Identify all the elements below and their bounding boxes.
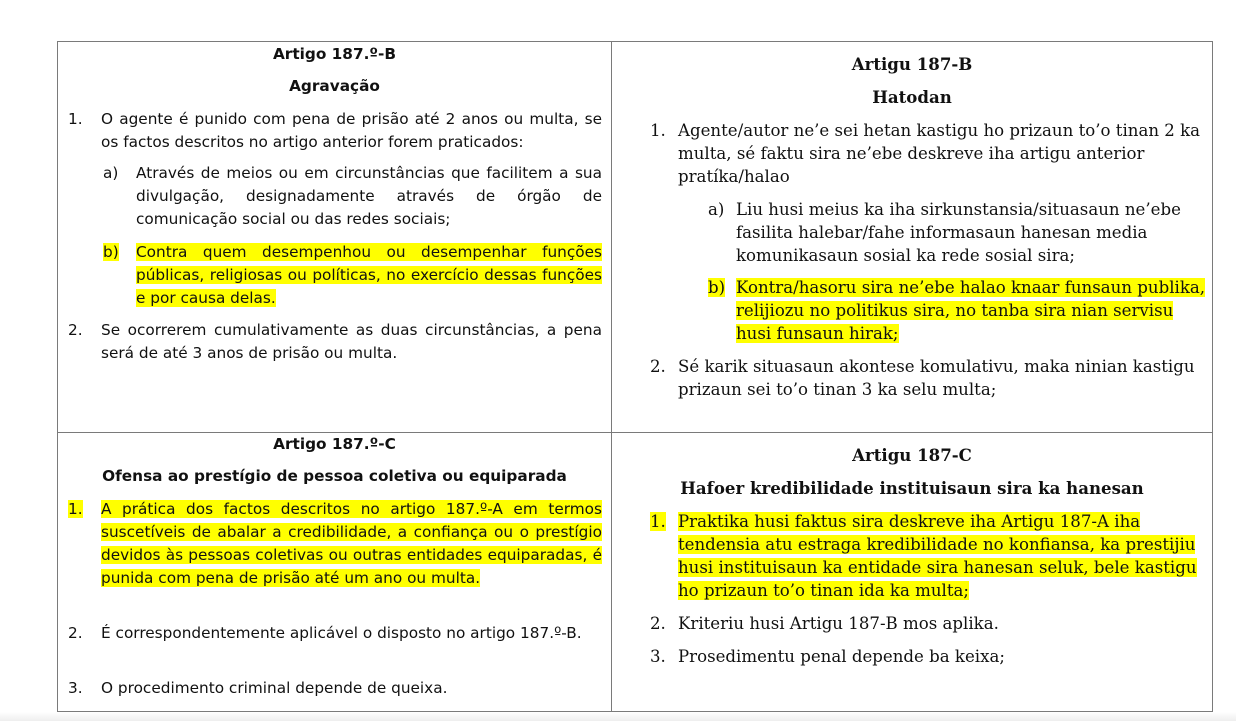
sub-item-a — [103, 162, 602, 231]
item-number: 3. — [68, 679, 83, 697]
cell-pt-187b — [57, 41, 612, 433]
sub-item-label: a) — [103, 164, 119, 182]
list-item — [68, 319, 602, 365]
sub-item-text — [136, 241, 602, 310]
item-text: Prosedimentu penal depende ba keixa; — [678, 647, 1005, 666]
article-title: Agravação — [289, 77, 380, 95]
article-title: Ofensa ao prestígio de pessoa coletiva ou equiparada — [102, 467, 567, 485]
highlighted-text: Kontra/hasoru sira ne’ebe halao knaar funsaun publika, relijiozu no politikus sira, no tanba sira nian servisu husi funsaun hirak; — [736, 278, 1206, 343]
article-number: Artigu 187-C — [852, 445, 972, 465]
cell-pt-187c — [57, 432, 612, 712]
page-bottom-edge — [0, 712, 1236, 721]
list-item — [650, 355, 1210, 401]
list-item — [68, 677, 602, 700]
item-number: 3. — [650, 647, 666, 666]
article-number: Artigu 187-B — [851, 54, 973, 74]
item-text: O procedimento criminal depende de queixa. — [101, 679, 448, 697]
sub-item-label: a) — [708, 200, 725, 219]
sub-item-a — [708, 198, 1210, 267]
item-text: Agente/autor ne’e sei hetan kastigu ho prizaun to’o tinan 2 ka multa, sé faktu sira ne’ebe deskreve iha artigu anterior pratíka/halao — [678, 121, 1201, 186]
list-item — [650, 612, 1210, 635]
list-item — [650, 645, 1210, 668]
item-number: 2. — [68, 321, 83, 339]
item-number: 2. — [68, 624, 83, 642]
article-number: Artigo 187.º-B — [272, 45, 397, 63]
item-number: 2. — [650, 614, 666, 633]
item-number: 1. — [650, 121, 666, 140]
sub-item-text: Liu husi meius ka iha sirkunstansia/situasaun ne’ebe fasilita halebar/fahe informasaun hanesan media komunikasaun sosial ka rede sosial sira; — [736, 200, 1181, 265]
list-item — [650, 510, 1210, 602]
sub-item-label: b) — [103, 243, 119, 261]
list-item — [68, 622, 602, 645]
article-title: Hatodan — [872, 87, 952, 107]
list-item — [650, 119, 1210, 188]
sub-item-b — [103, 241, 602, 310]
highlighted-text: Contra quem desempenhou ou desempenhar funções públicas, religiosas ou políticas, no exercício dessas funções e por causa delas. — [136, 243, 602, 307]
item-number: 1. — [68, 500, 83, 518]
item-text: Se ocorrerem cumulativamente as duas circunstâncias, a pena será de até 3 anos de prisão ou multa. — [101, 321, 602, 362]
article-title: Hafoer kredibilidade instituisaun sira ka hanesan — [680, 478, 1144, 498]
item-text: Kriteriu husi Artigu 187-B mos aplika. — [678, 614, 999, 633]
sub-item-text — [736, 276, 1210, 345]
item-text — [101, 498, 602, 590]
cell-tt-187c — [611, 432, 1213, 712]
item-text — [678, 510, 1210, 602]
item-text: É correspondentemente aplicável o disposto no artigo 187.º-B. — [101, 624, 582, 642]
item-number: 1. — [650, 512, 666, 531]
sub-item-b — [708, 276, 1210, 345]
item-number: 2. — [650, 357, 666, 376]
sub-item-text: Através de meios ou em circunstâncias que facilitem a sua divulgação, designadamente através de órgão de comunicação social ou das redes sociais; — [136, 164, 602, 228]
item-text: Sé karik situasaun akontese komulativu, maka ninian kastigu prizaun sei to’o tinan 3 ka selu multa; — [678, 357, 1195, 399]
highlighted-text: Praktika husi faktus sira deskreve iha Artigu 187-A iha tendensia atu estraga kredibilidade no konfiansa, ka prestijiu husi instituisaun ka entidade sira hanesan seluk, bele kastigu ho prizaun to’o tinan ida ka multa; — [678, 512, 1197, 600]
cell-tt-187b — [611, 41, 1213, 433]
list-item — [68, 108, 602, 154]
item-number: 1. — [68, 110, 83, 128]
highlighted-text: A prática dos factos descritos no artigo 187.º-A em termos suscetíveis de abalar a credibilidade, a confiança ou o prestígio devidos às pessoas coletivas ou outras entidades equiparadas, é punida com pena de prisão até um ano ou multa. — [101, 500, 602, 587]
sub-item-label: b) — [708, 278, 726, 297]
article-number: Artigo 187.º-C — [273, 435, 396, 453]
list-item — [68, 498, 602, 590]
item-text: O agente é punido com pena de prisão até 2 anos ou multa, se os factos descritos no artigo anterior forem praticados: — [101, 110, 602, 151]
